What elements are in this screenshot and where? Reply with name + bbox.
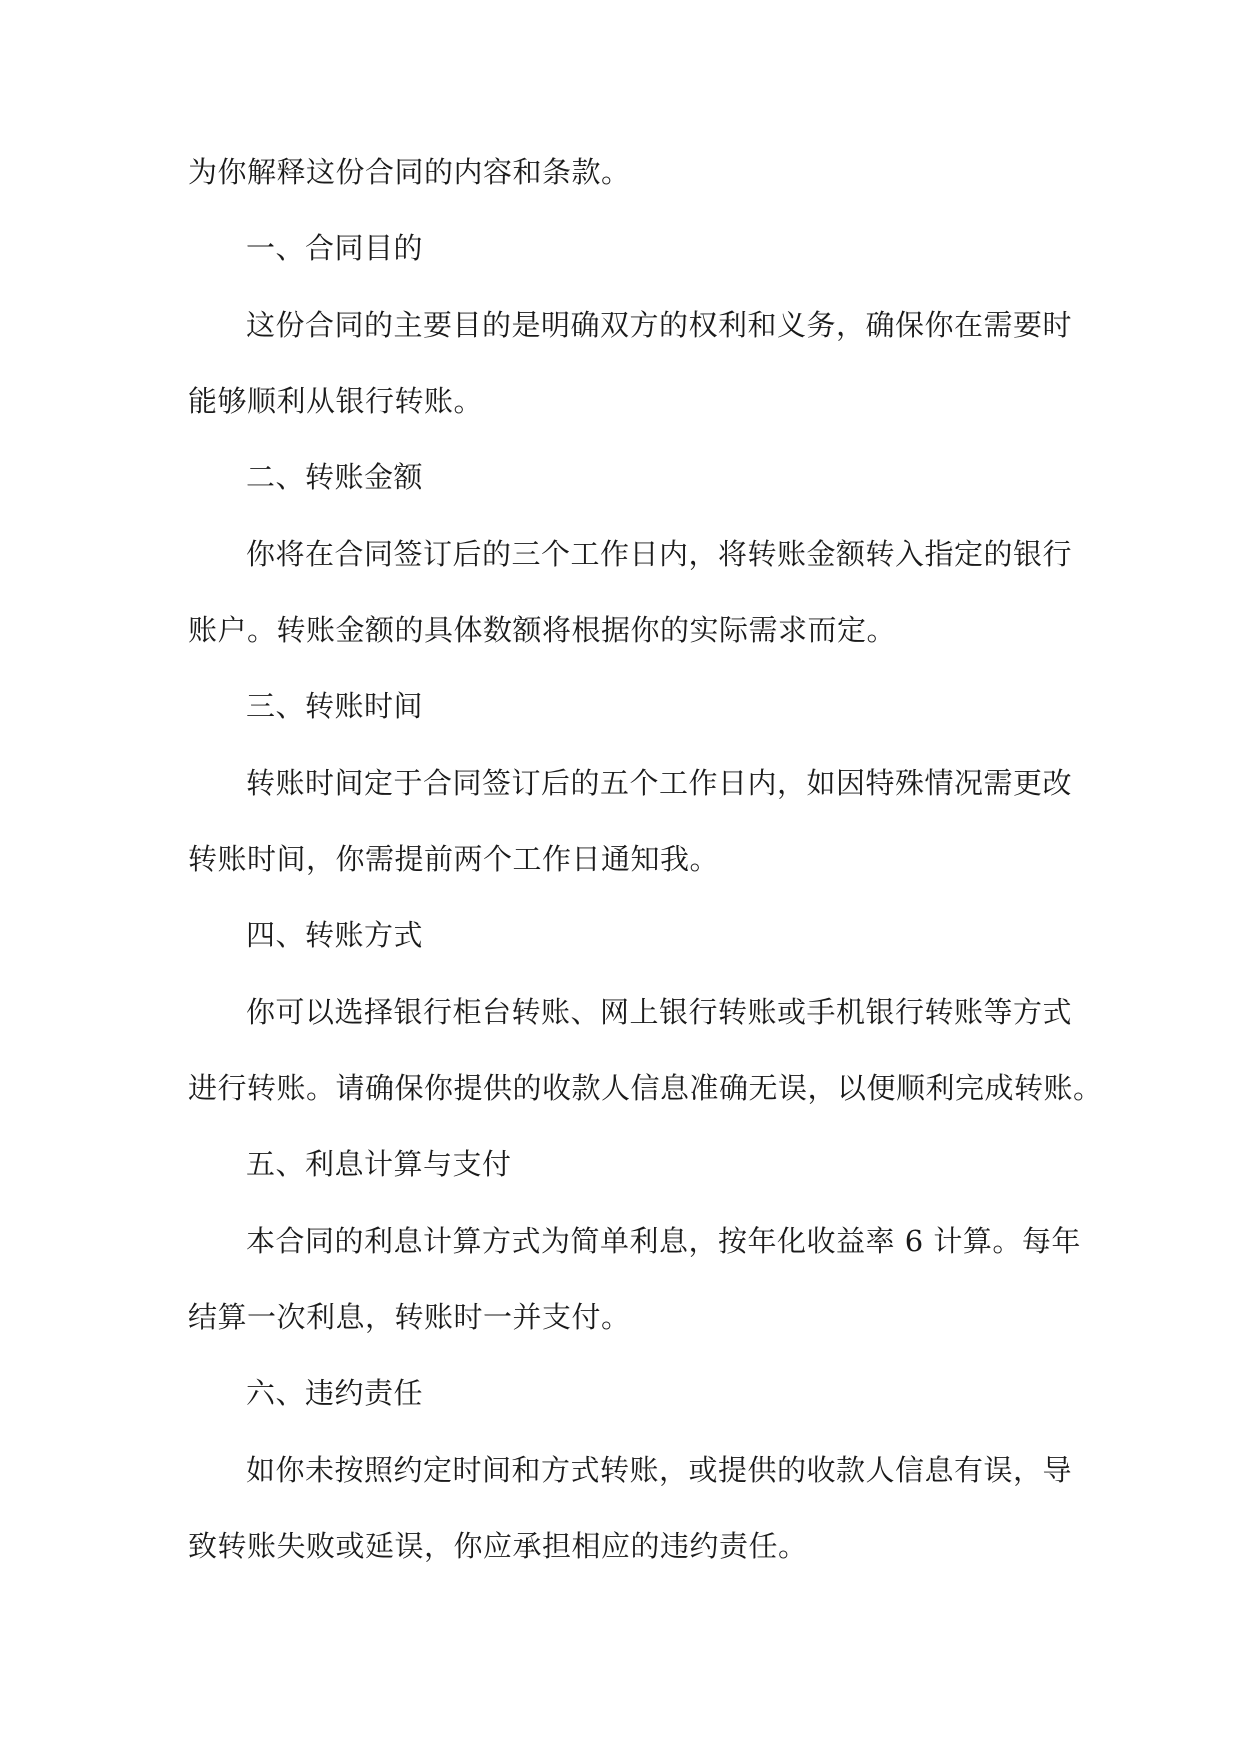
section-heading: 二、转账金额 [246,460,424,494]
section-heading: 一、合同目的 [246,231,424,265]
paragraph-line: 转账时间定于合同签订后的五个工作日内，如因特殊情况需更改 [246,766,1073,800]
section-heading: 六、违约责任 [246,1376,424,1410]
section-heading: 五、利息计算与支付 [246,1147,512,1181]
paragraph-line: 账户。转账金额的具体数额将根据你的实际需求而定。 [188,613,897,647]
paragraph-line: 结算一次利息，转账时一并支付。 [188,1300,631,1334]
paragraph-line: 如你未按照约定时间和方式转账，或提供的收款人信息有误，导 [246,1453,1073,1487]
paragraph-line: 能够顺利从银行转账。 [188,384,484,418]
paragraph-line: 你将在合同签订后的三个工作日内，将转账金额转入指定的银行 [246,537,1073,571]
paragraph-line: 致转账失败或延误，你应承担相应的违约责任。 [188,1529,808,1563]
paragraph-line: 转账时间，你需提前两个工作日通知我。 [188,842,720,876]
paragraph-line: 本合同的利息计算方式为简单利息，按年化收益率 6 计算。每年 [246,1224,1081,1258]
paragraph-line: 这份合同的主要目的是明确双方的权利和义务，确保你在需要时 [246,308,1073,342]
paragraph-line: 为你解释这份合同的内容和条款。 [188,155,631,189]
section-heading: 三、转账时间 [246,689,424,723]
section-heading: 四、转账方式 [246,918,424,952]
paragraph-line: 进行转账。请确保你提供的收款人信息准确无误，以便顺利完成转账。 [188,1071,1103,1105]
paragraph-line: 你可以选择银行柜台转账、网上银行转账或手机银行转账等方式 [246,995,1073,1029]
